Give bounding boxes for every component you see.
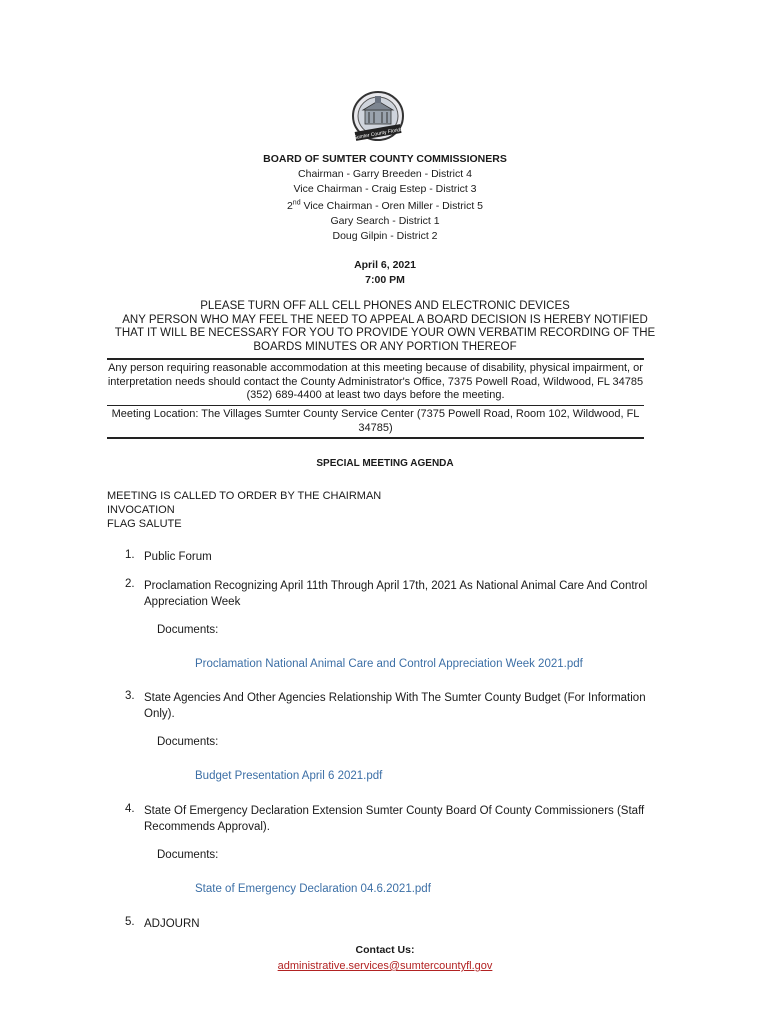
board-header [0,152,770,244]
meeting-time: 7:00 PM [365,274,405,286]
meeting-location: Meeting Location: The Villages Sumter County Service Center (7375 Powell Road, Room 102, Wildwood, FL 34785) [111,408,640,434]
item-number: 2. [125,578,135,590]
agenda-title: SPECIAL MEETING AGENDA [316,458,454,469]
item-text: State Of Emergency Declaration Extension Sumter County Board Of County Commissioners (Staff Recommends Approval). [144,805,645,833]
opening-item: FLAG SALUTE [107,518,182,530]
notice-block [0,300,770,354]
email-link[interactable]: administrative.services@sumtercountyfl.gov [277,960,493,972]
county-seal-logo [345,88,411,148]
item-number: 4. [125,803,135,815]
item-text: State Agencies And Other Agencies Relationship With The Sumter County Budget (For Information Only). [144,692,646,720]
notice-line: PLEASE TURN OFF ALL CELL PHONES AND ELECTRONIC DEVICES [200,300,570,312]
divider [107,358,644,360]
opening-item: INVOCATION [107,504,175,516]
item-text: Proclamation Recognizing April 11th Through April 17th, 2021 As National Animal Care And Control Appreciation Week [144,580,648,608]
member-line: Doug Gilpin - District 2 [332,230,438,242]
opening-list [107,489,381,531]
item-number: 3. [125,690,135,702]
opening-item: MEETING IS CALLED TO ORDER BY THE CHAIRMAN [107,490,382,502]
contact-label: Contact Us: [355,944,415,956]
divider [107,405,644,406]
notice-line: THAT IT WILL BE NECESSARY FOR YOU TO PROVIDE YOUR OWN VERBATIM RECORDING OF THE [114,327,656,339]
meeting-datetime [0,258,770,288]
vice-chairman-line: Vice Chairman - Craig Estep - District 3 [293,183,477,195]
document-link[interactable]: State of Emergency Declaration 04.6.2021.pdf [195,883,431,895]
board-title: BOARD OF SUMTER COUNTY COMMISSIONERS [263,153,507,165]
item-number: 1. [125,549,135,561]
chairman-line: Chairman - Garry Breeden - District 4 [298,168,472,180]
item-text: ADJOURN [144,918,200,930]
document-link[interactable]: Proclamation National Animal Care and Control Appreciation Week 2021.pdf [195,658,583,670]
item-text: Public Forum [144,551,212,563]
contact-email [0,960,770,972]
second-vice-chairman-line: 2nd Vice Chairman - Oren Miller - District 5 [286,199,484,212]
accommodation-notice: Any person requiring reasonable accommodation at this meeting because of disability, physical impairment, or interpretation needs should contact the County Administrator's Office, 7375 Powell Road, Wildwood, FL 34785 (352) 689-4400 at least two days before the meeting. [107,362,644,401]
member-line: Gary Search - District 1 [330,215,440,227]
document-link[interactable]: Budget Presentation April 6 2021.pdf [195,770,383,782]
documents-label: Documents: [157,736,219,748]
seal-caption: Sumter County Florida [353,126,404,142]
documents-label: Documents: [157,624,219,636]
notice-line: ANY PERSON WHO MAY FEEL THE NEED TO APPEAL A BOARD DECISION IS HEREBY NOTIFIED [122,313,648,326]
item-number: 5. [125,916,135,928]
divider [107,437,644,439]
courthouse-seal-icon [345,88,411,148]
documents-label: Documents: [157,849,219,861]
notice-line: BOARDS MINUTES OR ANY PORTION THEREOF [253,340,517,353]
meeting-date: April 6, 2021 [354,259,416,271]
